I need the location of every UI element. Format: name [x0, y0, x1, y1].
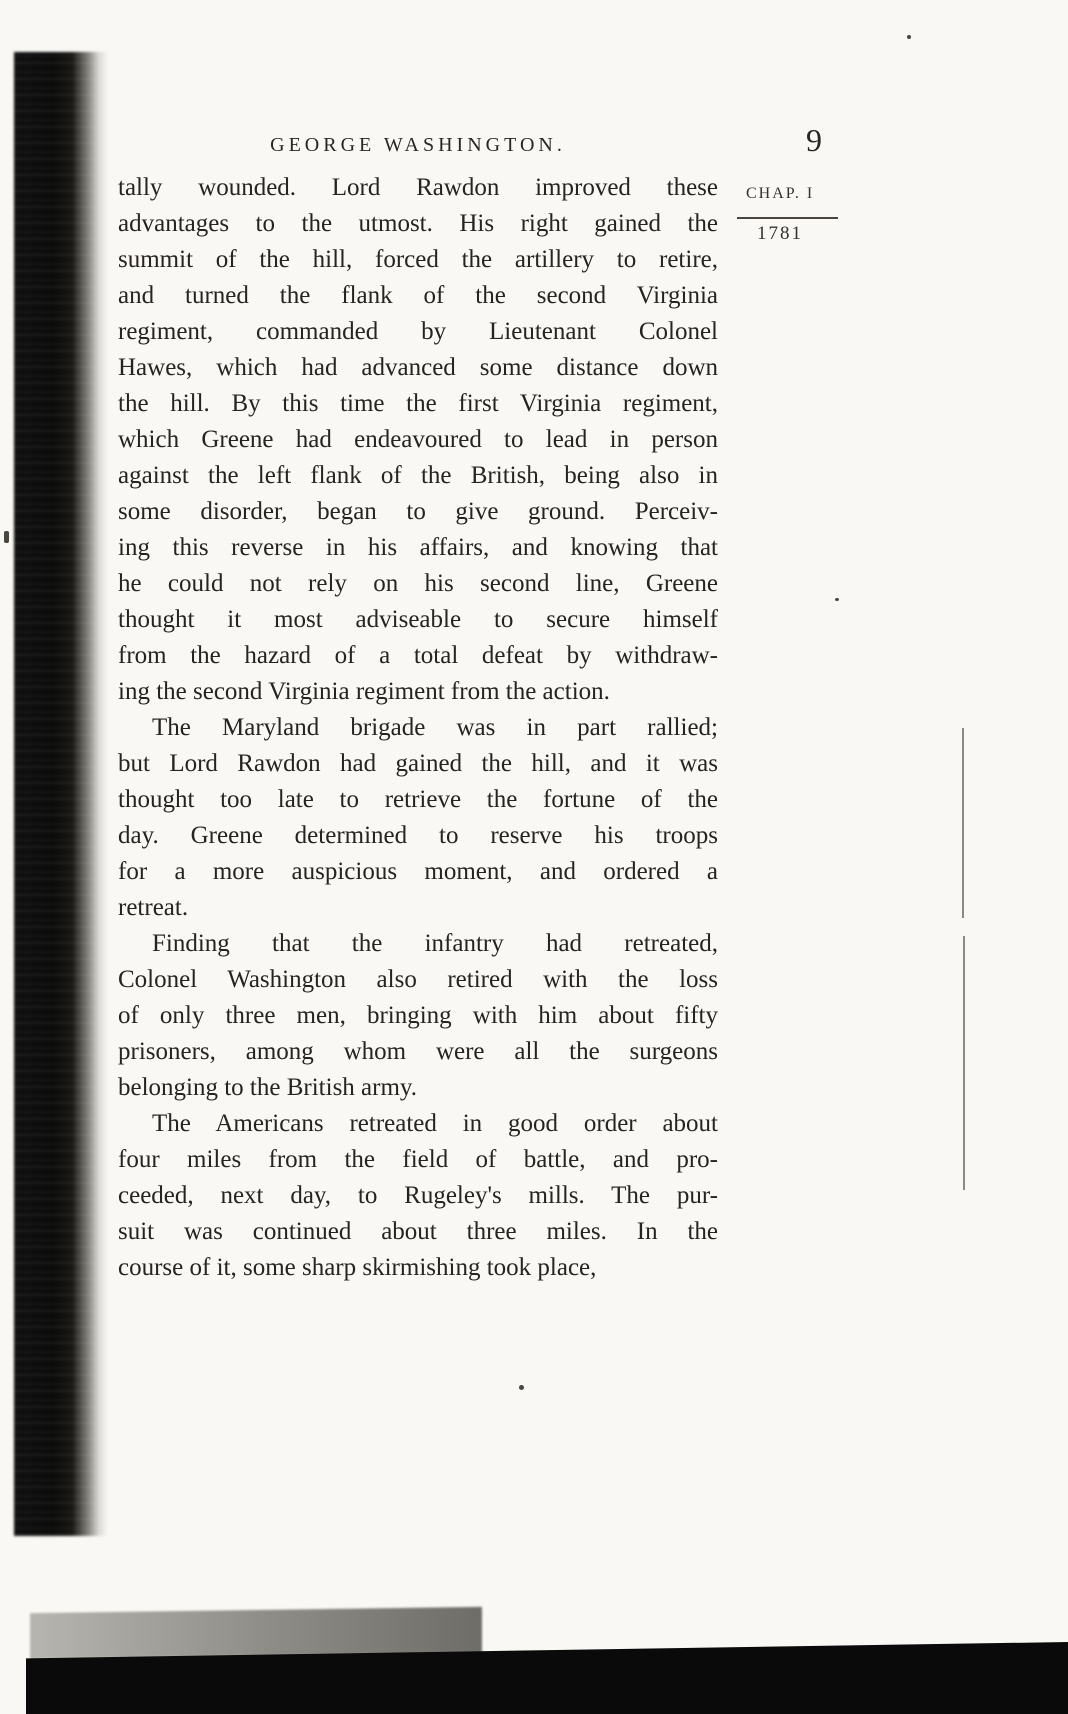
text-line: he could not rely on his second line, Greene	[118, 570, 718, 597]
text-line: the hill. By this time the first Virginia regiment,	[118, 390, 718, 417]
text-line: which Greene had endeavoured to lead in person	[118, 426, 718, 453]
scan-speck	[519, 1385, 524, 1390]
text-line: but Lord Rawdon had gained the hill, and it was	[118, 750, 718, 777]
text-line: ing this reverse in his affairs, and knowing that	[118, 534, 718, 561]
text-line: tally wounded. Lord Rawdon improved these	[118, 174, 718, 201]
text-line: and turned the flank of the second Virginia	[118, 282, 718, 309]
margin-rule	[737, 217, 838, 219]
text-line: for a more auspicious moment, and ordered a	[118, 858, 718, 885]
page-number: 9	[806, 122, 822, 158]
text-line: of only three men, bringing with him about fifty	[118, 1002, 718, 1029]
text-line: belonging to the British army.	[118, 1074, 418, 1101]
body-text	[118, 170, 718, 1286]
margin-chapter-label: CHAP. I	[746, 185, 815, 202]
scan-speck	[4, 531, 9, 543]
text-line: summit of the hill, forced the artillery to retire,	[118, 246, 718, 273]
text-line: prisoners, among whom were all the surgeons	[118, 1038, 718, 1065]
text-line: The Americans retreated in good order about	[152, 1110, 718, 1137]
margin-year-label: 1781	[757, 223, 803, 244]
text-line: against the left flank of the British, being also in	[118, 462, 718, 489]
paragraph	[118, 710, 718, 926]
text-line: Colonel Washington also retired with the loss	[118, 966, 718, 993]
text-line: suit was continued about three miles. In the	[118, 1218, 718, 1245]
text-line: regiment, commanded by Lieutenant Colonel	[118, 318, 718, 345]
scan-speck	[835, 598, 839, 601]
running-header-title: GEORGE WASHINGTON.	[270, 134, 566, 156]
text-line: ing the second Virginia regiment from the action.	[118, 678, 610, 705]
text-line: advantages to the utmost. His right gained the	[118, 210, 718, 237]
text-line: thought too late to retrieve the fortune of the	[118, 786, 718, 813]
paragraph	[118, 926, 718, 1106]
text-line: ceeded, next day, to Rugeley's mills. The pur-	[118, 1182, 718, 1209]
paragraph	[118, 170, 718, 710]
text-line: thought it most adviseable to secure himself	[118, 606, 718, 633]
scan-artifact-line	[963, 936, 965, 1190]
binding-shadow	[14, 52, 108, 1536]
text-line: from the hazard of a total defeat by withdraw-	[118, 642, 718, 669]
text-line: Hawes, which had advanced some distance down	[118, 354, 718, 381]
text-line: course of it, some sharp skirmishing took place,	[118, 1254, 597, 1281]
text-line: day. Greene determined to reserve his troops	[118, 822, 718, 849]
scan-artifact-line	[962, 728, 964, 918]
text-line: some disorder, began to give ground. Perceiv-	[118, 498, 718, 525]
paragraph	[118, 1106, 718, 1286]
text-line: Finding that the infantry had retreated,	[152, 930, 718, 957]
text-line: The Maryland brigade was in part rallied;	[152, 714, 718, 741]
scan-speck	[907, 35, 911, 39]
text-line: retreat.	[118, 894, 189, 921]
text-line: four miles from the field of battle, and pro-	[118, 1146, 718, 1173]
